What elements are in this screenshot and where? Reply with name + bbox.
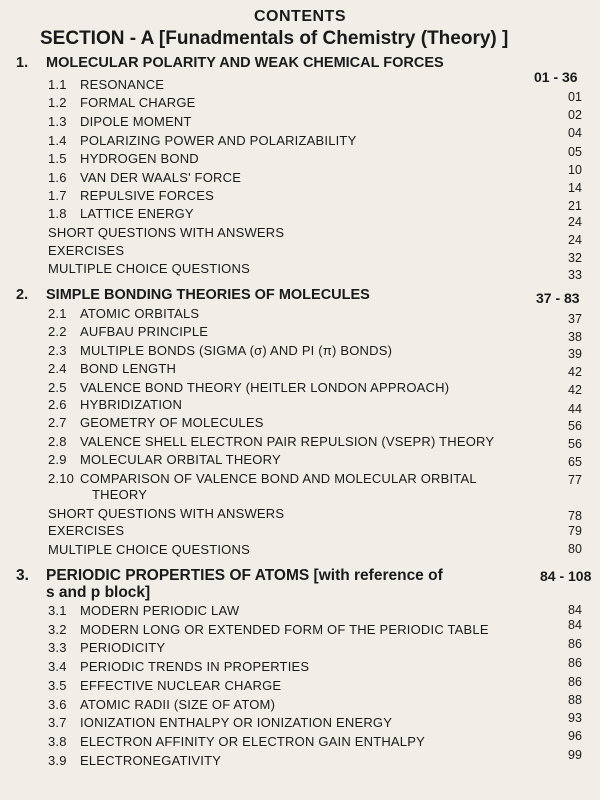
entry-number: 3.4: [48, 659, 67, 674]
toc-entry: [48, 306, 199, 321]
entry-page: 21: [568, 199, 582, 213]
entry-title: ATOMIC ORBITALS: [80, 306, 200, 321]
toc-entry: [48, 542, 250, 557]
toc-entry: [48, 603, 239, 618]
entry-page: 56: [568, 419, 582, 433]
entry-number: 1.4: [48, 133, 67, 148]
entry-title: HYDROGEN BOND: [80, 151, 199, 166]
entry-number: 2.10: [48, 471, 75, 486]
toc-entry: [48, 622, 489, 637]
toc-entry: [48, 151, 199, 166]
entry-number: 2.7: [48, 415, 67, 430]
toc-entry: [48, 380, 449, 395]
entry-page: 37: [568, 312, 582, 326]
chapter-title: SIMPLE BONDING THEORIES OF MOLECULES: [46, 287, 370, 303]
toc-entry: [48, 343, 392, 358]
chapter-2-heading: [16, 287, 600, 303]
entry-page: 38: [568, 330, 582, 344]
entry-title: IONIZATION ENTHALPY OR IONIZATION ENERGY: [80, 715, 393, 730]
entry-title: SHORT QUESTIONS WITH ANSWERS: [48, 225, 285, 240]
toc-entry: [48, 506, 284, 521]
toc-entry: [48, 523, 124, 538]
entry-number: 1.1: [48, 77, 67, 92]
entry-title: GEOMETRY OF MOLECULES: [80, 415, 264, 430]
entry-page: 02: [568, 108, 582, 122]
entry-title: MODERN PERIODIC LAW: [80, 603, 240, 618]
entry-title: BOND LENGTH: [80, 361, 177, 376]
entry-page: 10: [568, 163, 582, 177]
toc-entry: [48, 452, 281, 467]
toc-entry: [48, 678, 281, 693]
entry-number: 2.2: [48, 324, 67, 339]
entry-title: ELECTRON AFFINITY OR ELECTRON GAIN ENTHALPY: [80, 734, 425, 749]
entry-page: 39: [568, 347, 582, 361]
page-title: CONTENTS: [254, 8, 346, 25]
chapter-title: PERIODIC PROPERTIES OF ATOMS [with reference of: [46, 567, 443, 584]
entry-page: 79: [568, 524, 582, 538]
entry-page: 84: [568, 618, 582, 632]
entry-title: FORMAL CHARGE: [80, 95, 196, 110]
entry-number: 3.1: [48, 603, 67, 618]
entry-title: PERIODICITY: [80, 640, 166, 655]
toc-entry: [48, 415, 264, 430]
entry-number: 2.3: [48, 343, 67, 358]
chapter-1-page-range: 01 - 36: [534, 69, 578, 85]
entry-page: 42: [568, 365, 582, 379]
entry-number: 2.6: [48, 397, 67, 412]
entry-number: 3.7: [48, 715, 67, 730]
entry-title: VALENCE BOND THEORY (HEITLER LONDON APPROACH): [80, 380, 450, 395]
entry-number: 2.1: [48, 306, 67, 321]
entry-title: EFFECTIVE NUCLEAR CHARGE: [80, 678, 282, 693]
entry-page: 77: [568, 473, 582, 487]
entry-number: 3.2: [48, 622, 67, 637]
entry-page: 32: [568, 251, 582, 265]
entry-number: 1.7: [48, 188, 67, 203]
chapter-title: MOLECULAR POLARITY AND WEAK CHEMICAL FORCES: [46, 55, 444, 71]
entry-page: 88: [568, 693, 582, 707]
entry-number: 3.8: [48, 734, 67, 749]
entry-title: RESONANCE: [80, 77, 165, 92]
entry-page: 93: [568, 711, 582, 725]
chapter-3-heading: [16, 567, 600, 585]
entry-number: 1.5: [48, 151, 67, 166]
entry-page: 86: [568, 637, 582, 651]
toc-entry: [48, 324, 208, 339]
toc-entry: [48, 640, 165, 655]
chapter-number: 2.: [16, 287, 29, 303]
entry-number: 3.3: [48, 640, 67, 655]
chapter-number: 1.: [16, 55, 29, 71]
entry-title: POLARIZING POWER AND POLARIZABILITY: [80, 133, 357, 148]
chapter-3-page-range: 84 - 108: [540, 568, 592, 584]
entry-number: 2.9: [48, 452, 67, 467]
entry-number: 1.2: [48, 95, 67, 110]
entry-page: 44: [568, 402, 582, 416]
toc-entry: [48, 734, 425, 749]
entry-page: 33: [568, 268, 582, 282]
entry-page: 96: [568, 729, 582, 743]
entry-title: MULTIPLE BONDS (SIGMA (σ) AND PI (π) BONDS): [80, 343, 393, 358]
entry-number: 3.9: [48, 753, 67, 768]
entry-number: 1.8: [48, 206, 67, 221]
entry-title: VAN DER WAALS' FORCE: [80, 170, 242, 185]
entry-number: 1.6: [48, 170, 67, 185]
entry-page: 05: [568, 145, 582, 159]
entry-title: SHORT QUESTIONS WITH ANSWERS: [48, 506, 285, 521]
toc-entry: [48, 133, 356, 148]
entry-page: 24: [568, 215, 582, 229]
toc-entry: [48, 659, 309, 674]
toc-entry: [48, 261, 250, 276]
entry-title: VALENCE SHELL ELECTRON PAIR REPULSION (VSEPR) THEORY: [80, 434, 495, 449]
toc-entry: [48, 361, 176, 376]
chapter-2-page-range: 37 - 83: [536, 290, 580, 306]
toc-entry: [48, 397, 182, 412]
entry-title: AUFBAU PRINCIPLE: [80, 324, 209, 339]
entry-number: 1.3: [48, 114, 67, 129]
entry-title: MULTIPLE CHOICE QUESTIONS: [48, 261, 250, 276]
toc-entry: [48, 225, 284, 240]
toc-entry: [48, 77, 164, 92]
entry-title: ELECTRONEGATIVITY: [80, 753, 222, 768]
entry-page: 65: [568, 455, 582, 469]
toc-entry: [48, 243, 124, 258]
toc-entry: [48, 697, 275, 712]
chapter-number: 3.: [16, 567, 29, 584]
entry-page: 56: [568, 437, 582, 451]
entry-page: 24: [568, 233, 582, 247]
entry-title: DIPOLE MOMENT: [80, 114, 192, 129]
section-title: SECTION - A [Funadmentals of Chemistry (Theory) ]: [40, 28, 509, 49]
entry-page: 01: [568, 90, 582, 104]
entry-title: PERIODIC TRENDS IN PROPERTIES: [80, 659, 310, 674]
entry-page: 84: [568, 603, 582, 617]
chapter-1-heading: [16, 55, 600, 71]
entry-title: ATOMIC RADII (SIZE OF ATOM): [80, 697, 276, 712]
entry-page: 99: [568, 748, 582, 762]
entry-title: MULTIPLE CHOICE QUESTIONS: [48, 542, 250, 557]
toc-entry: [48, 188, 214, 203]
chapter-3-heading-continuation: s and p block]: [46, 584, 151, 601]
entry-title: HYBRIDIZATION: [80, 397, 183, 412]
entry-page: 14: [568, 181, 582, 195]
toc-entry: [48, 715, 392, 730]
entry-number: 2.8: [48, 434, 67, 449]
toc-entry: [48, 753, 221, 768]
entry-title: MOLECULAR ORBITAL THEORY: [80, 452, 281, 467]
entry-page: 78: [568, 509, 582, 523]
toc-entry: [48, 95, 196, 110]
entry-number: 3.6: [48, 697, 67, 712]
entry-page: 86: [568, 656, 582, 670]
entry-number: 2.5: [48, 380, 67, 395]
entry-title: LATTICE ENERGY: [80, 206, 194, 221]
entry-title: EXERCISES: [48, 523, 125, 538]
entry-title: COMPARISON OF VALENCE BOND AND MOLECULAR ORBITAL: [80, 471, 477, 486]
toc-entry: [48, 114, 192, 129]
entry-page: 04: [568, 126, 582, 140]
entry-page: 86: [568, 675, 582, 689]
toc-entry: [48, 471, 477, 486]
entry-title: REPULSIVE FORCES: [80, 188, 214, 203]
entry-title: MODERN LONG OR EXTENDED FORM OF THE PERIODIC TABLE: [80, 622, 489, 637]
toc-entry: [48, 434, 494, 449]
entry-title: EXERCISES: [48, 243, 125, 258]
entry-page: 42: [568, 383, 582, 397]
toc-entry: [48, 206, 194, 221]
entry-number: 2.4: [48, 361, 67, 376]
entry-number: 3.5: [48, 678, 67, 693]
toc-entry-continuation: THEORY: [92, 487, 148, 502]
toc-entry: [48, 170, 241, 185]
entry-page: 80: [568, 542, 582, 556]
